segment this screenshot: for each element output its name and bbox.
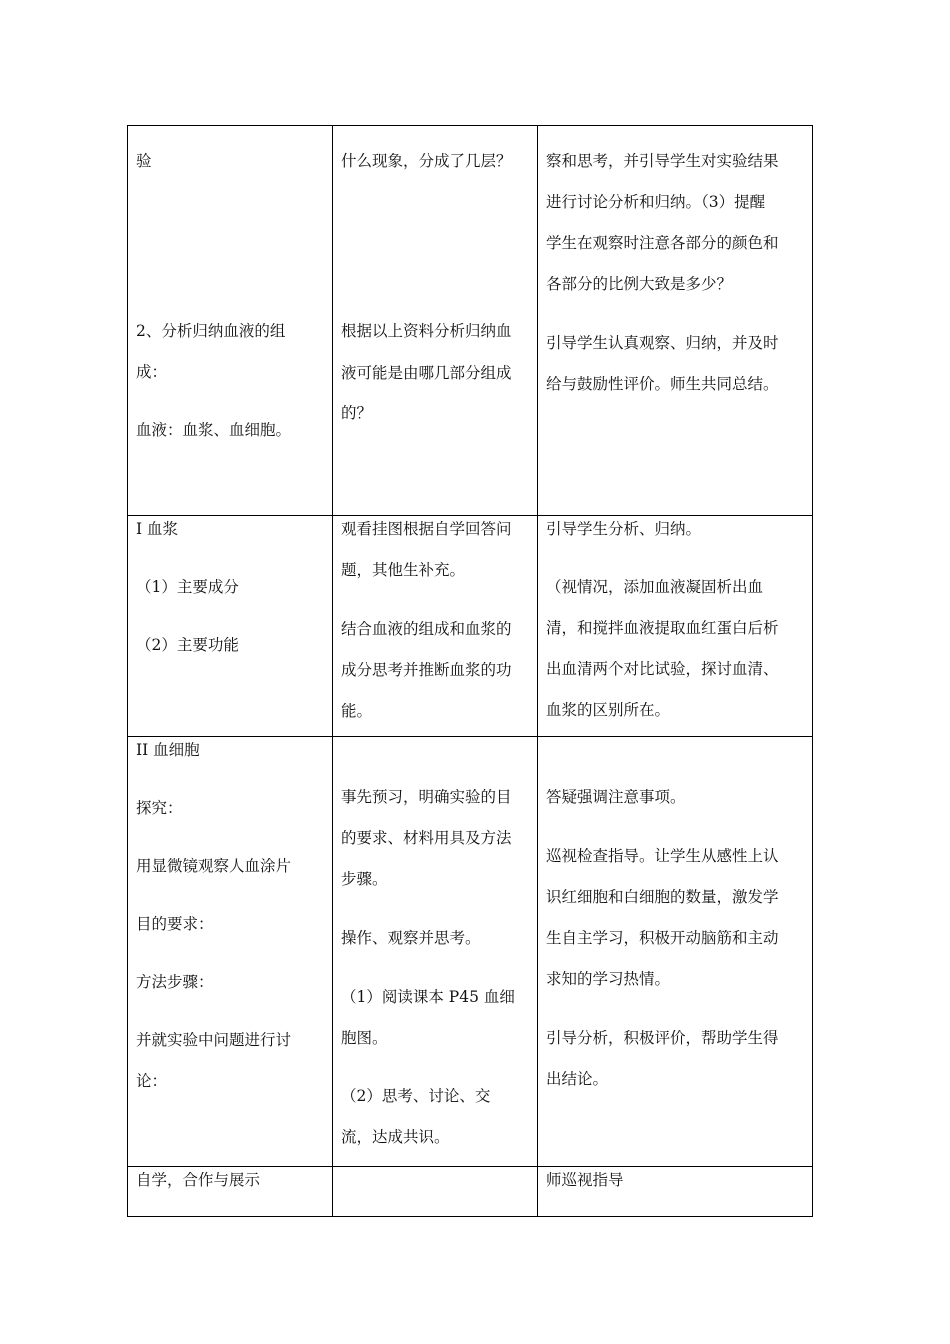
cell-text: （2）主要功能 — [136, 636, 239, 654]
cell-text: 能。 — [341, 702, 373, 720]
cell-text: 方法步骤： — [136, 973, 214, 991]
cell-text: I 血浆 — [136, 520, 179, 538]
cell-text: 察和思考，并引导学生对实验结果 — [546, 152, 779, 170]
table-cell — [333, 516, 538, 737]
cell-text: 自学，合作与展示 — [136, 1171, 261, 1189]
table-cell — [538, 1167, 813, 1217]
cell-text: 根据以上资料分析归纳血 — [341, 322, 512, 340]
cell-text: 答疑强调注意事项。 — [546, 788, 686, 806]
table-cell — [333, 737, 538, 1167]
table-cell — [538, 126, 813, 516]
cell-text: 求知的学习热情。 — [546, 970, 671, 988]
cell-text: 并就实验中问题进行讨 — [136, 1031, 292, 1049]
table-cell — [128, 126, 333, 516]
cell-text: 出结论。 — [546, 1070, 609, 1088]
table-cell — [128, 516, 333, 737]
cell-text: 血浆的区别所在。 — [546, 701, 671, 719]
table-cell — [538, 516, 813, 737]
cell-text: 的要求、材料用具及方法 — [341, 829, 512, 847]
cell-text: 清，和搅拌血液提取血红蛋白后析 — [546, 619, 779, 637]
cell-text: 探究： — [136, 799, 183, 817]
table-cell — [128, 737, 333, 1167]
table-cell — [538, 737, 813, 1167]
table-row — [128, 1167, 813, 1217]
lesson-plan-table — [127, 125, 813, 1217]
cell-text: 流，达成共识。 — [341, 1128, 450, 1146]
cell-text: 各部分的比例大致是多少？ — [546, 275, 733, 293]
cell-text: 步骤。 — [341, 870, 388, 888]
table-row — [128, 126, 813, 516]
cell-text: 引导分析，积极评价，帮助学生得 — [546, 1029, 779, 1047]
cell-text: 观看挂图根据自学回答问 — [341, 520, 512, 538]
cell-text: 目的要求： — [136, 915, 214, 933]
cell-text: 论： — [136, 1072, 168, 1090]
cell-text: （1）主要成分 — [136, 578, 239, 596]
cell-text: 成分思考并推断血浆的功 — [341, 661, 512, 679]
cell-text: 成： — [136, 363, 168, 381]
cell-text: 进行讨论分析和归纳。（3）提醒 — [546, 193, 766, 211]
cell-text: 引导学生认真观察、归纳，并及时 — [546, 334, 779, 352]
cell-text: 题，其他生补充。 — [341, 561, 466, 579]
table-row — [128, 737, 813, 1167]
cell-text: II 血细胞 — [136, 741, 200, 759]
cell-text: （1）阅读课本 P45 血细 — [341, 988, 515, 1006]
cell-text: 学生在观察时注意各部分的颜色和 — [546, 234, 779, 252]
cell-text: 血液：血浆、血细胞。 — [136, 421, 292, 439]
cell-text: 事先预习，明确实验的目 — [341, 788, 512, 806]
cell-text: 引导学生分析、归纳。 — [546, 520, 702, 538]
cell-text: 巡视检查指导。让学生从感性上认 — [546, 847, 779, 865]
cell-text: 胞图。 — [341, 1029, 388, 1047]
cell-text: 用显微镜观察人血涂片 — [136, 857, 292, 875]
cell-text: （视情况，添加血液凝固析出血 — [546, 578, 764, 596]
cell-text: 生自主学习，积极开动脑筋和主动 — [546, 929, 779, 947]
table-cell — [128, 1167, 333, 1217]
cell-text: 的？ — [341, 404, 373, 422]
cell-text: 液可能是由哪几部分组成 — [341, 364, 512, 382]
table-cell — [333, 1167, 538, 1217]
cell-text: 给与鼓励性评价。师生共同总结。 — [546, 375, 779, 393]
cell-text: 验 — [136, 152, 152, 170]
cell-text: 师巡视指导 — [546, 1171, 624, 1189]
cell-text: （2）思考、讨论、交 — [341, 1087, 491, 1105]
cell-text: 出血清两个对比试验，探讨血清、 — [546, 660, 779, 678]
cell-text: 操作、观察并思考。 — [341, 929, 481, 947]
cell-text: 什么现象，分成了几层？ — [341, 152, 512, 170]
cell-text: 2、分析归纳血液的组 — [136, 322, 286, 340]
table-row — [128, 516, 813, 737]
cell-text: 识红细胞和白细胞的数量，激发学 — [546, 888, 779, 906]
table-cell — [333, 126, 538, 516]
cell-text: 结合血液的组成和血浆的 — [341, 620, 512, 638]
